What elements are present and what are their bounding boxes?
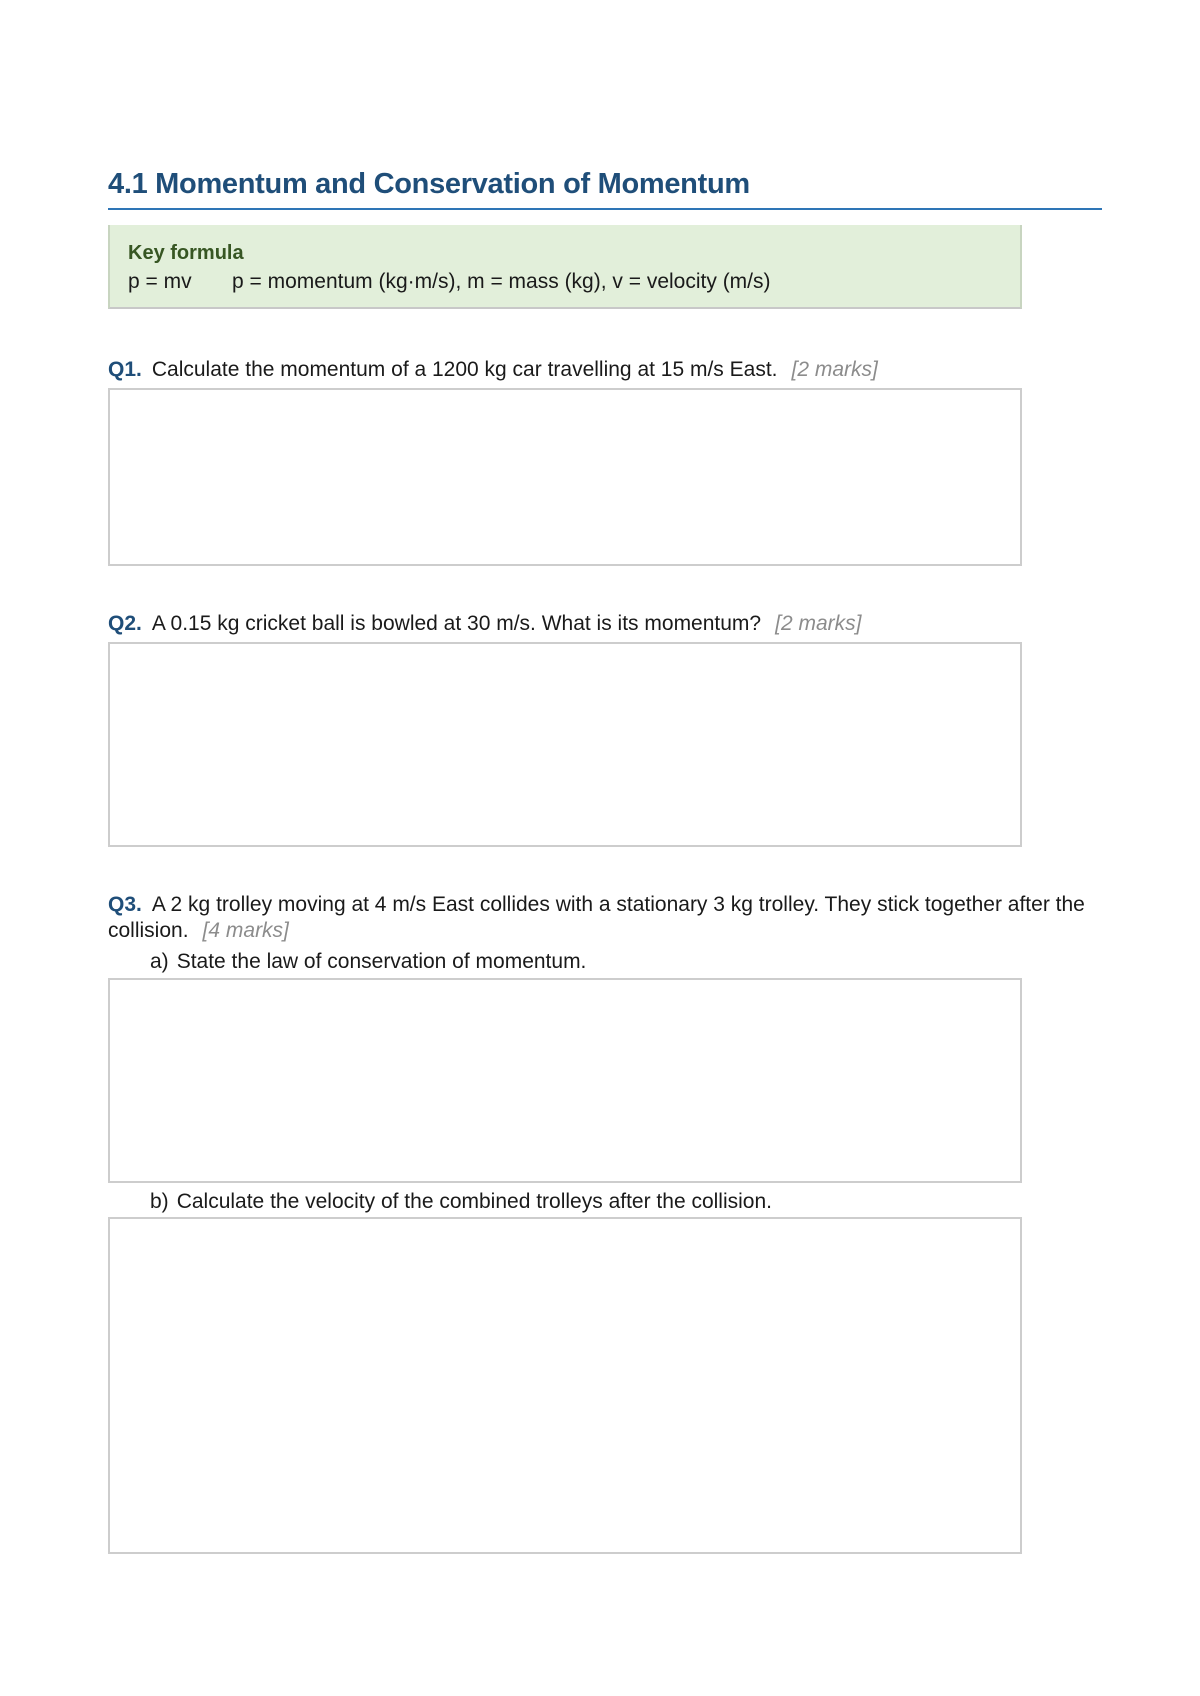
part-text: State the law of conservation of momentum.	[176, 950, 587, 973]
marks-label: [2 marks]	[791, 358, 878, 381]
title-divider	[108, 208, 1102, 210]
question-3	[108, 892, 1102, 944]
key-formula-heading: Key formula	[128, 242, 244, 264]
answer-box-q2[interactable]	[108, 642, 1022, 847]
key-formula-equation: p = mv	[128, 270, 192, 293]
question-3-part-b	[150, 1189, 772, 1215]
marks-label: [2 marks]	[775, 612, 862, 635]
question-text: Calculate the momentum of a 1200 kg car travelling at 15 m/s East.	[151, 358, 778, 381]
marks-label: [4 marks]	[202, 919, 289, 942]
question-text: A 0.15 kg cricket ball is bowled at 30 m/s. What is its momentum?	[151, 612, 762, 635]
question-3-part-a	[150, 949, 586, 975]
section-title: 4.1 Momentum and Conservation of Momentum	[108, 168, 750, 200]
part-label: b)	[150, 1190, 169, 1213]
key-formula-line	[128, 267, 1002, 297]
question-1	[108, 357, 1102, 383]
part-text: Calculate the velocity of the combined trolleys after the collision.	[176, 1190, 772, 1213]
question-number: Q3.	[108, 893, 142, 916]
answer-box-q3b[interactable]	[108, 1217, 1022, 1554]
question-number: Q2.	[108, 612, 142, 635]
question-text: A 2 kg trolley moving at 4 m/s East collides with a stationary 3 kg trolley. They stick together after the collision.	[108, 893, 1085, 942]
question-2	[108, 611, 1102, 637]
question-number: Q1.	[108, 358, 142, 381]
key-formula-box	[108, 225, 1022, 309]
answer-box-q3a[interactable]	[108, 978, 1022, 1183]
part-label: a)	[150, 950, 169, 973]
key-formula-definitions: p = momentum (kg·m/s), m = mass (kg), v = velocity (m/s)	[232, 270, 771, 293]
answer-box-q1[interactable]	[108, 388, 1022, 566]
